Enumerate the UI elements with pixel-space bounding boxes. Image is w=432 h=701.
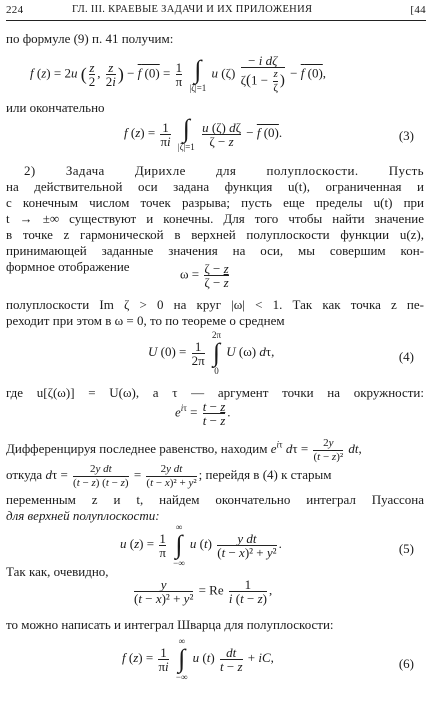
text-line-14-render: откуда dτ = $\frac{\text{2y dt}}{(t - z) (t - \overline{z})}$ = $\frac{\text{2y dt}}{\text{(t − x)² + y²}}$ ; перейдя в (4) к старым [6,463,332,489]
equation-5-render: u (z) = $\frac{1}{\pi}$ ∞ ∫ −∞ u (t) $\frac{\text{y dt}}{\text{(t − x)² + y²}}$ . [120,522,282,568]
section-reference: [44 [410,4,426,16]
equation-eitau [0,400,424,434]
text-line-2: или окончательно [6,100,105,115]
equation-4 [0,330,424,382]
text-line-13-render: Дифференцируя последнее равенство, находим $e^{i\tau}$ dτ = $\frac{2y}{(t - \overline{z})^2}$ dt, [6,437,362,463]
text-line-5: с конечным числом точек разрыва; пусть еще пределы u(t) при [6,195,424,210]
equation-4-render: U (0) = $\frac{1}{2\pi}$ 2π ∫ 0 U (ω) dτ, [148,330,275,376]
equation-eitau-render: $e^{i\tau}$ = $\frac{t - z}{t - \overline{z}}$ . [175,399,231,428]
text-line-18: то можно написать и интеграл Шварца для полуплоскости: [6,617,334,632]
running-header [6,4,426,20]
equation-6-render: f (z) = $\frac{1}{\pi i}$ ∞ ∫ −∞ u (t) $\frac{dt}{t - z}$ + iC, [122,636,274,682]
equation-omega [0,262,424,298]
equation-re [0,578,424,612]
equation-1-render: f (z) = 2u ( $\frac{z}{2}$ , $\frac{z}{2i}$ ) − f (0) = $\frac{1}{\pi}$ ∫ |ζ|=1 u (ζ) − i dζ ζ(1 − $\frac{z}{\zeta}$ ) − f (0), [30,53,327,94]
text-line-9: формное отображение [6,259,130,274]
text-line-3: 2) Задача Дирихле для полуплоскости. Пусть [24,163,424,178]
text-line-6: t → ±∞ существуют и конечны. Для того чтобы найти значение [6,211,424,226]
text-line-1: по формуле (9) п. 41 получим: [6,31,174,46]
equation-1 [0,54,424,98]
text-line-4: на действительной оси задана функция u(t), ограниченная и [6,179,424,194]
equation-6 [0,636,424,694]
chapter-title: ГЛ. III. КРАЕВЫЕ ЗАДАЧИ И ИХ ПРИЛОЖЕНИЯ [72,4,313,15]
text-line-7: в точке z гармонической в верхней полуплоскости функции u(z), [6,227,424,242]
text-line-12: где u[ζ(ω)] = U(ω), а τ — аргумент точки на окружности: [6,385,424,400]
equation-re-render: $\frac{y}{\text{(t − x)² + y²}}$ = Re $\frac{1}{i (t - z)}$ , [134,577,273,606]
text-line-16: для верхней полуплоскости: [6,508,160,523]
text-line-14 [6,463,424,493]
text-line-15: переменным z и t, найдем окончательно интеграл Пуассона [6,492,424,507]
equation-omega-render: ω = $\frac{\zeta - z}{\zeta - \overline{z}}$ [180,261,229,290]
header-rule [6,20,426,21]
equation-number-4: (4) [398,349,414,364]
equation-3 [0,116,424,158]
equation-number-3: (3) [398,128,414,143]
text-line-8: принимающей заданные значения на оси, мы совершим кон- [6,243,424,258]
equation-3-render: f (z) = $\frac{1}{\pi i}$ ∫ |ζ|=1 $\frac{u (\zeta) d\zeta}{\zeta - z}$ − f (0). [124,114,283,152]
page-number: 224 [6,4,24,16]
text-line-11: реходит при этом в ω = 0, то по теореме о среднем [6,313,285,328]
equation-number-5: (5) [398,541,414,556]
equation-number-6: (6) [398,656,414,671]
text-line-10: полуплоскости Im ζ > 0 на круг |ω| < 1. Так как точка z пе- [6,297,424,312]
text-line-13 [6,437,424,465]
text-line-17: Так как, очевидно, [6,564,109,579]
